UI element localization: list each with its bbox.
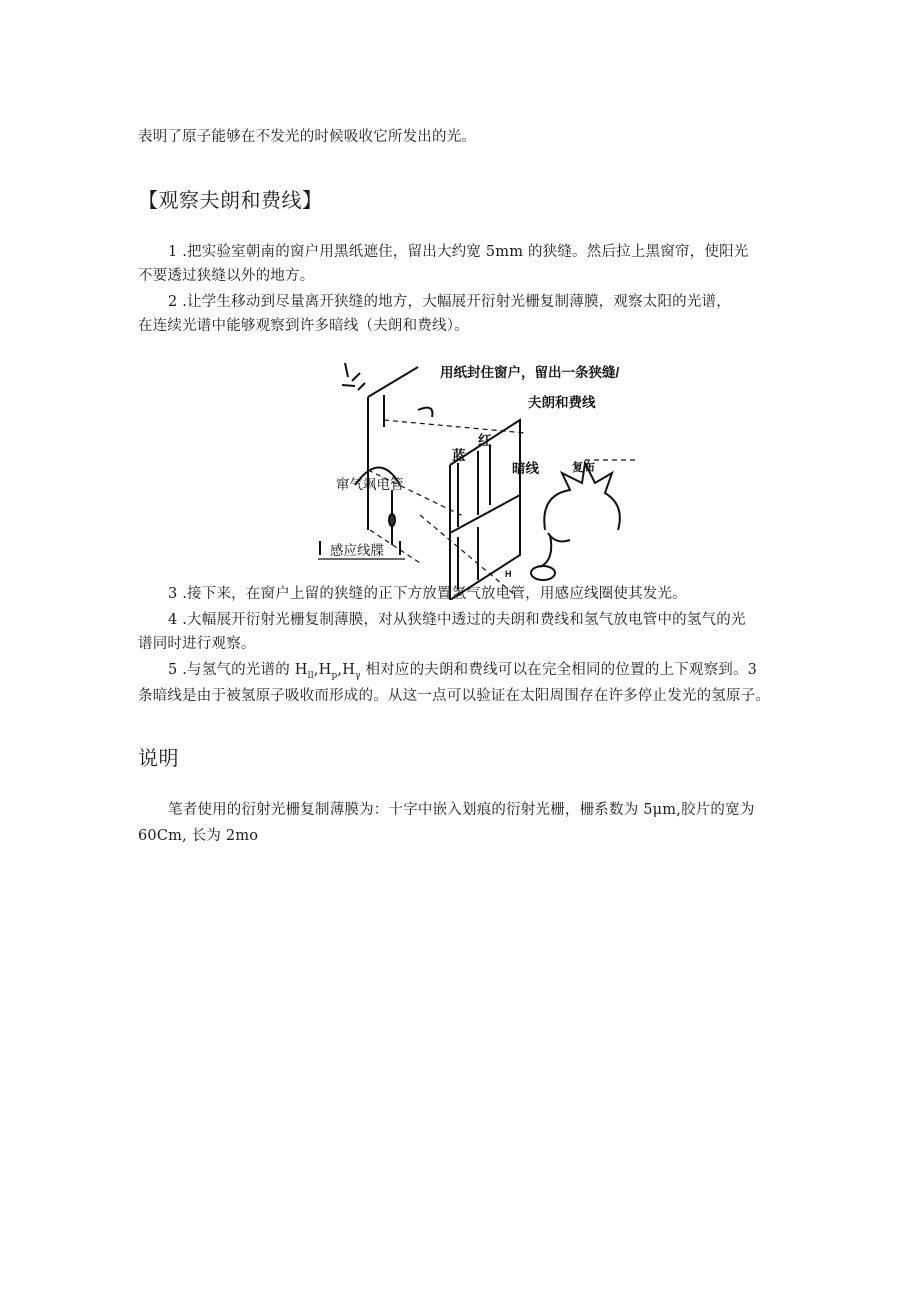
- step4-line2: 谱同时进行观察。: [138, 636, 256, 652]
- label-coil: 感应线牒: [330, 543, 384, 558]
- observer-icon: [531, 463, 620, 580]
- section-heading-fraunhofer: 【观察夫朗和费线】: [138, 188, 323, 212]
- step4-line1: 4 .大幅展开衍射光栅复制薄膜，对从狭缝中透过的夫朗和费线和氢气放电管中的氢气的光: [168, 612, 746, 628]
- intro-text: 表明了原子能够在不发光的时候吸收它所发出的光。: [138, 129, 477, 145]
- step5-line1: 5 .与氢气的光谱的 $H_{ll},H_p,H_\gamma$ 相对应的夫朗和费线可以在完全相同的位置的上下观察到。3: [168, 662, 758, 681]
- label-window: 用纸封住窗户，留出一条狭缝/: [440, 365, 620, 380]
- label-darkline: 暗线: [512, 461, 539, 476]
- label-fraunhofer: 夫朗和费线: [528, 395, 596, 410]
- step1-line1: 1 .把实验室朝南的窗户用黑纸遮住，留出大约宽 5mm 的狭缝。然后拉上黑窗帘，使阳光: [168, 244, 749, 260]
- experiment-illustration: [300, 355, 660, 600]
- step2-line2: 在连续光谱中能够观察到许多暗线（夫朗和费线）。: [138, 318, 469, 334]
- step2-line1: 2 .让学生移动到尽量离开狭缝的地方，大幅展开衍射光栅复制薄膜，观察太阳的光谱，: [168, 294, 731, 310]
- label-h: H: [505, 569, 512, 579]
- step3-line1: 3 .接下来，在窗户上留的狭缝的正下方放置氢气放电管，用感应线圈使其发光。: [168, 586, 687, 602]
- label-tube: 窜气飒电管: [336, 477, 404, 492]
- step1-line2: 不要透过狭缝以外的地方。: [138, 268, 315, 284]
- label-red: 红: [478, 433, 492, 448]
- notes-line2: 60Cm, 长为 2mo: [138, 828, 259, 844]
- sun-rays-icon: [342, 363, 365, 390]
- label-film: 复布: [572, 462, 595, 474]
- notes-line1: 笔者使用的衍射光栅复制薄膜为：十字中嵌入划痕的衍射光栅，栅系数为 5μm,胶片的宽为: [168, 802, 755, 818]
- section-heading-notes: 说明: [138, 746, 179, 770]
- window-frame: [368, 367, 432, 530]
- step5-line2: 条暗线是由于被氢原子吸收而形成的。从这一点可以验证在太阳周围存在许多停止发光的氢原子。: [138, 688, 771, 704]
- label-blue: 蓝: [452, 448, 466, 463]
